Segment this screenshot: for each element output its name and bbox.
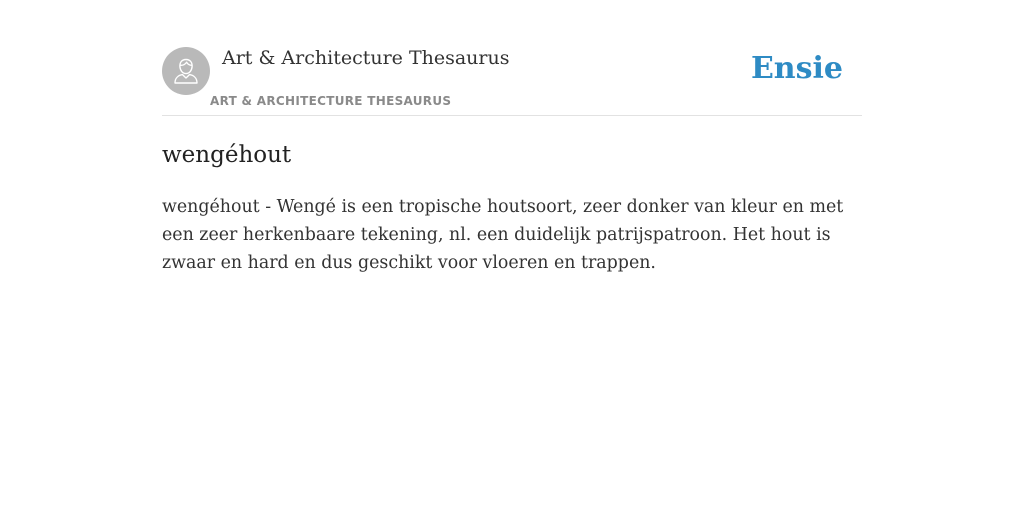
page-container bbox=[162, 0, 862, 273]
entry-header bbox=[162, 0, 862, 116]
ensie-logo-link[interactable]: Ensie bbox=[750, 51, 843, 86]
source-subtitle[interactable]: ART & ARCHITECTURE THESAURUS bbox=[210, 94, 452, 108]
source-avatar[interactable] bbox=[162, 47, 210, 95]
entry-definition: wengéhout - Wengé is een tropische houtsoort, zeer donker van kleur en met een zeer herkenbaare tekening, nl. een duidelijk patrijspatroon. Het hout is zwaar en hard en dus geschikt voor vloeren en trappen. bbox=[162, 197, 844, 273]
user-avatar-icon bbox=[171, 56, 201, 86]
entry-term: wengéhout bbox=[162, 142, 292, 168]
source-title[interactable]: Art & Architecture Thesaurus bbox=[222, 47, 510, 69]
